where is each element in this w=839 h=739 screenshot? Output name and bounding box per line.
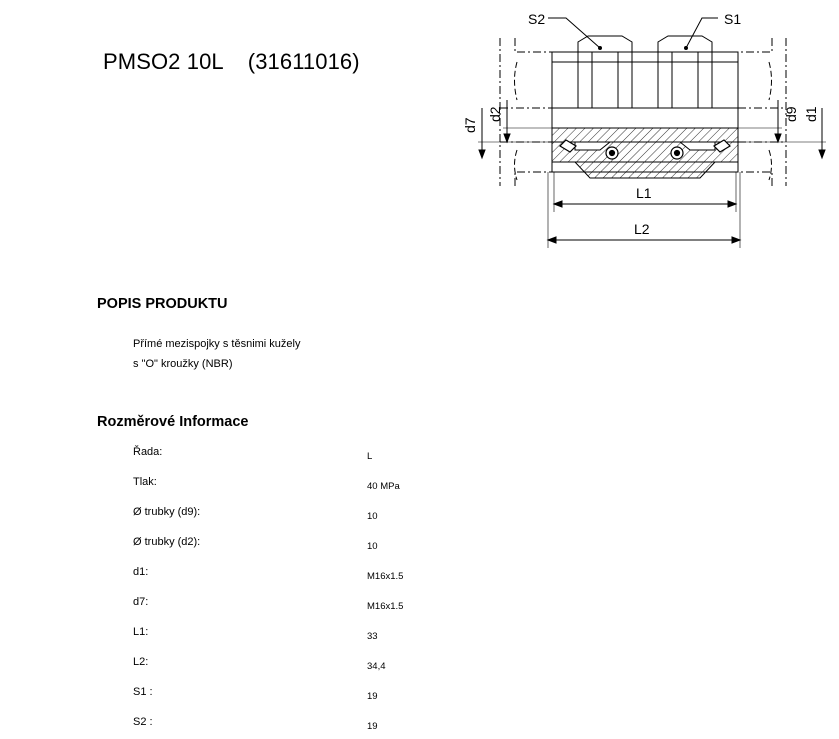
spec-value-tlak: 40 MPa (367, 481, 400, 492)
label-s2: S2 (528, 11, 546, 27)
spec-value-l2: 34,4 (367, 661, 386, 672)
spec-label-tlak: Tlak: (133, 476, 157, 488)
spec-label-l2: L2: (133, 656, 149, 668)
spec-label-s2: S2 : (133, 716, 153, 728)
spec-value-d7: M16x1.5 (367, 601, 404, 612)
spec-label-s1: S1 : (133, 686, 153, 698)
right-tube-outline (738, 38, 786, 186)
technical-drawing (455, 5, 835, 255)
dim-d9 (738, 100, 782, 142)
nut-s2 (578, 36, 632, 108)
spec-value-tube-d2: 10 (367, 541, 378, 552)
label-l1: L1 (636, 185, 652, 201)
spec-label-tube-d9: Ø trubky (d9): (133, 506, 201, 518)
label-d7: d7 (462, 117, 478, 133)
product-title: PMSO2 10L (31611016) (103, 49, 360, 74)
spec-label-tube-d2: Ø trubky (d2): (133, 536, 201, 548)
spec-value-l1: 33 (367, 631, 378, 642)
description-heading: POPIS PRODUKTU (97, 296, 228, 312)
dimensions-heading: Rozměrové Informace (97, 414, 249, 430)
left-tube-outline (500, 38, 552, 186)
dim-d2 (503, 100, 552, 142)
spec-value-d1: M16x1.5 (367, 571, 404, 582)
label-d9: d9 (783, 106, 799, 122)
spec-label-rada: Řada: (133, 446, 163, 458)
spec-label-d7: d7: (133, 596, 149, 608)
spec-value-rada: L (367, 451, 373, 462)
section-hatching (552, 128, 738, 178)
description-line: s "O" kroužky (NBR) (133, 358, 233, 370)
label-l2: L2 (634, 221, 650, 237)
label-s1: S1 (724, 11, 742, 27)
spec-label-d1: d1: (133, 566, 149, 578)
label-d1: d1 (803, 106, 819, 122)
spec-value-s1: 19 (367, 691, 378, 702)
spec-value-tube-d9: 10 (367, 511, 378, 522)
label-d2: d2 (487, 106, 503, 122)
spec-label-l1: L1: (133, 626, 149, 638)
description-line: Přímé mezispojky s těsnimi kužely (133, 338, 301, 350)
spec-value-s2: 19 (367, 721, 378, 732)
